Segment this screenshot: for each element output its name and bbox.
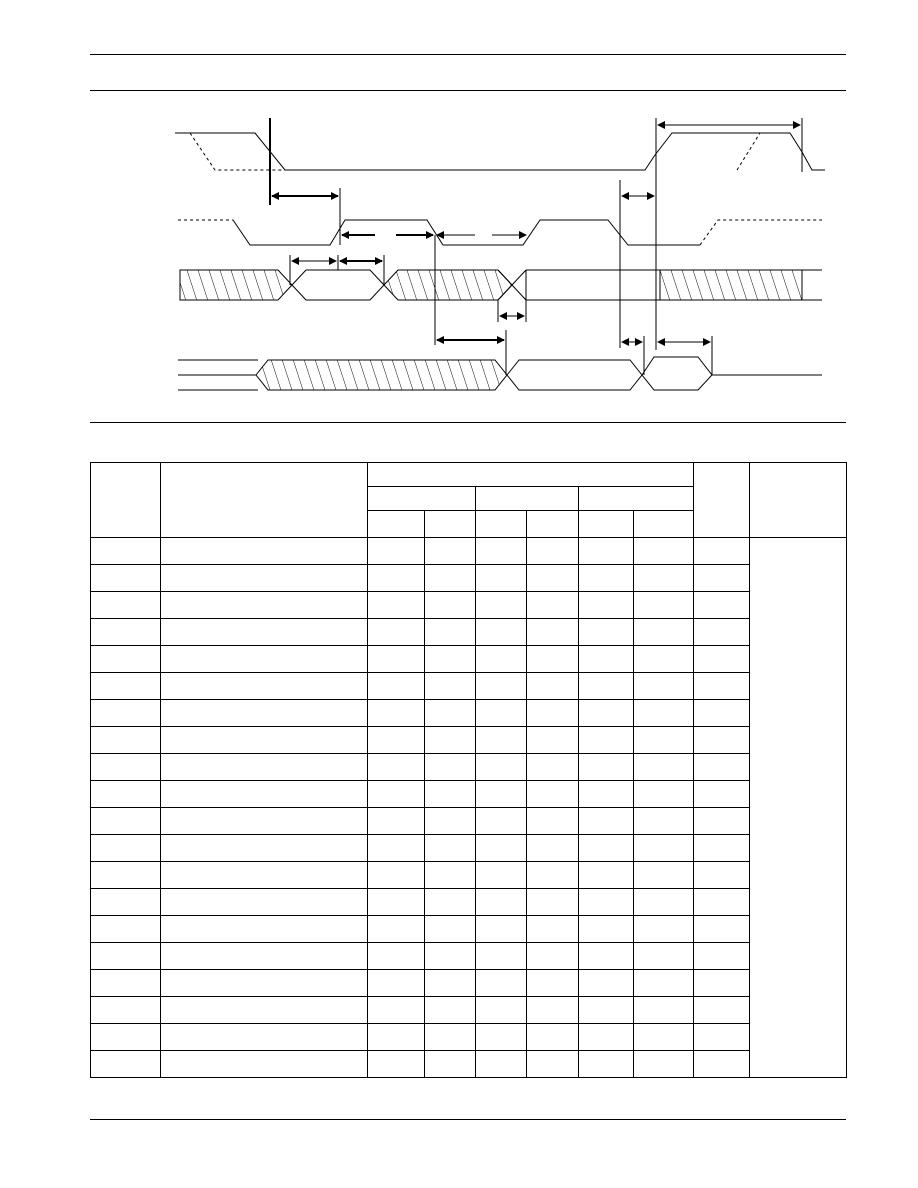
- table-cell: [368, 835, 425, 862]
- table-cell: [527, 943, 579, 970]
- table-cell: [91, 1051, 161, 1078]
- table-cell: [634, 1024, 694, 1051]
- table-cell: [368, 808, 425, 835]
- table-cell: [634, 862, 694, 889]
- table-cell: [368, 1051, 425, 1078]
- table-cell: [91, 916, 161, 943]
- table-cell: [91, 700, 161, 727]
- table-cell: [694, 997, 750, 1024]
- table-cell: [694, 916, 750, 943]
- table-cell: [476, 781, 527, 808]
- header-symbol: [91, 463, 161, 538]
- table-cell: [634, 673, 694, 700]
- footer-rule: [90, 1119, 846, 1120]
- table-cell: [527, 997, 579, 1024]
- table-cell: [579, 862, 634, 889]
- table-cell: [91, 592, 161, 619]
- table-cell: [579, 727, 634, 754]
- table-cell: [476, 754, 527, 781]
- table-cell: [368, 673, 425, 700]
- table-cell: [634, 538, 694, 565]
- table-cell: [425, 700, 476, 727]
- table-cell: [579, 808, 634, 835]
- table-cell: [161, 727, 368, 754]
- table-cell: [425, 1051, 476, 1078]
- table-cell: [694, 592, 750, 619]
- table-cell: [91, 727, 161, 754]
- table-cell: [476, 862, 527, 889]
- table-cell: [91, 1024, 161, 1051]
- table-cell: [527, 646, 579, 673]
- header-parameter: [161, 463, 368, 538]
- table-cell: [425, 916, 476, 943]
- table-cell: [634, 1051, 694, 1078]
- timing-spec-table: [90, 462, 847, 1078]
- table-cell: [579, 1024, 634, 1051]
- table-cell: [91, 835, 161, 862]
- table-cell: [476, 673, 527, 700]
- table-cell: [425, 1024, 476, 1051]
- signal-2-dashed-tail: [700, 220, 822, 245]
- table-cell: [694, 889, 750, 916]
- table-cell: [694, 862, 750, 889]
- table-cell: [579, 592, 634, 619]
- table-cell: [634, 916, 694, 943]
- table-cell: [161, 808, 368, 835]
- table-cell: [476, 619, 527, 646]
- table-cell: [368, 916, 425, 943]
- table-cell: [527, 592, 579, 619]
- table-cell: [527, 916, 579, 943]
- table-row: [91, 1024, 847, 1051]
- table-cell: [368, 592, 425, 619]
- table-cell: [634, 997, 694, 1024]
- table-cell: [161, 754, 368, 781]
- table-cell: [579, 916, 634, 943]
- table-cell: [527, 619, 579, 646]
- table-cell: [634, 835, 694, 862]
- header-min-2: [476, 511, 527, 538]
- table-cell: [579, 700, 634, 727]
- table-cell: [91, 673, 161, 700]
- table-row: [91, 673, 847, 700]
- table-cell: [161, 646, 368, 673]
- table-cell: [579, 889, 634, 916]
- header-max-2: [527, 511, 579, 538]
- table-cell: [527, 1051, 579, 1078]
- table-cell: [476, 835, 527, 862]
- table-cell: [476, 889, 527, 916]
- table-cell: [368, 727, 425, 754]
- table-row: [91, 997, 847, 1024]
- table-cell: [425, 727, 476, 754]
- table-row: [91, 565, 847, 592]
- signal-4-valid-data-2: [642, 357, 712, 390]
- table-cell: [527, 808, 579, 835]
- table-row: [91, 538, 847, 565]
- table-cell: [91, 862, 161, 889]
- table-cell: [694, 673, 750, 700]
- table-cell: [527, 1024, 579, 1051]
- table-cell: [527, 565, 579, 592]
- signal-3-invalid-region-1: [180, 270, 292, 300]
- table-cell: [694, 835, 750, 862]
- table-row: [91, 727, 847, 754]
- table-row: [91, 943, 847, 970]
- table-cell: [476, 943, 527, 970]
- table-cell: [425, 781, 476, 808]
- table-cell: [694, 1051, 750, 1078]
- table-cell: [425, 889, 476, 916]
- table-cell: [694, 538, 750, 565]
- table-cell: [368, 646, 425, 673]
- table-cell: [527, 700, 579, 727]
- table-cell: [425, 754, 476, 781]
- table-cell: [368, 970, 425, 997]
- table-row: [91, 835, 847, 862]
- table-cell: [425, 565, 476, 592]
- table-cell: [476, 1024, 527, 1051]
- table-cell: [527, 754, 579, 781]
- header-notes: [750, 463, 847, 538]
- table-row: [91, 700, 847, 727]
- table-cell: [161, 943, 368, 970]
- table-cell: [91, 646, 161, 673]
- header-subgroup-3: [579, 487, 694, 511]
- table-cell: [694, 1024, 750, 1051]
- table-cell: [368, 619, 425, 646]
- table-cell: [91, 754, 161, 781]
- table-cell: [161, 862, 368, 889]
- table-cell: [579, 997, 634, 1024]
- table-cell: [634, 592, 694, 619]
- table-cell: [694, 808, 750, 835]
- table-cell: [161, 538, 368, 565]
- table-cell: [91, 889, 161, 916]
- notes-cell: [750, 538, 847, 1078]
- table-cell: [161, 916, 368, 943]
- table-cell: [634, 970, 694, 997]
- table-cell: [161, 592, 368, 619]
- signal-4-valid-data-1: [507, 360, 642, 390]
- table-cell: [161, 781, 368, 808]
- table-cell: [476, 646, 527, 673]
- table-cell: [579, 538, 634, 565]
- table-cell: [579, 754, 634, 781]
- table-cell: [368, 781, 425, 808]
- table-cell: [161, 700, 368, 727]
- header-subgroup-2: [476, 487, 579, 511]
- signal-1-delayed-waveform: [190, 133, 642, 170]
- table-cell: [161, 619, 368, 646]
- table-row: [91, 1051, 847, 1078]
- table-cell: [476, 700, 527, 727]
- table-cell: [425, 592, 476, 619]
- table-cell: [579, 835, 634, 862]
- header-max-1: [425, 511, 476, 538]
- table-cell: [527, 538, 579, 565]
- table-cell: [161, 1051, 368, 1078]
- table-cell: [579, 565, 634, 592]
- table-cell: [476, 808, 527, 835]
- table-cell: [425, 619, 476, 646]
- table-row: [91, 970, 847, 997]
- table-cell: [425, 646, 476, 673]
- table-cell: [368, 943, 425, 970]
- table-cell: [91, 565, 161, 592]
- header-min-1: [368, 511, 425, 538]
- table-cell: [91, 997, 161, 1024]
- table-row: [91, 619, 847, 646]
- table-cell: [634, 754, 694, 781]
- table-cell: [368, 1024, 425, 1051]
- table-cell: [425, 835, 476, 862]
- table-cell: [91, 538, 161, 565]
- table-cell: [368, 700, 425, 727]
- table-cell: [527, 970, 579, 997]
- header-min-3: [579, 511, 634, 538]
- header-max-3: [634, 511, 694, 538]
- table-cell: [91, 970, 161, 997]
- table-cell: [161, 565, 368, 592]
- table-cell: [425, 862, 476, 889]
- table-cell: [527, 889, 579, 916]
- table-cell: [634, 889, 694, 916]
- table-cell: [161, 997, 368, 1024]
- table-cell: [476, 1051, 527, 1078]
- table-row: [91, 646, 847, 673]
- table-row: [91, 889, 847, 916]
- table-cell: [368, 997, 425, 1024]
- table-cell: [527, 673, 579, 700]
- table-cell: [694, 781, 750, 808]
- table-cell: [161, 835, 368, 862]
- table-cell: [694, 727, 750, 754]
- table-cell: [694, 565, 750, 592]
- table-row: [91, 862, 847, 889]
- table-row: [91, 592, 847, 619]
- header-units: [694, 463, 750, 538]
- table-cell: [368, 538, 425, 565]
- signal-1-waveform: [175, 133, 825, 170]
- table-cell: [634, 727, 694, 754]
- table-cell: [425, 808, 476, 835]
- table-cell: [425, 997, 476, 1024]
- header-group: [368, 463, 694, 487]
- table-cell: [91, 808, 161, 835]
- table-cell: [634, 943, 694, 970]
- header-subgroup-1: [368, 487, 476, 511]
- table-cell: [527, 862, 579, 889]
- table-cell: [634, 781, 694, 808]
- table-cell: [368, 862, 425, 889]
- table-cell: [425, 970, 476, 997]
- table-cell: [476, 970, 527, 997]
- table-cell: [694, 754, 750, 781]
- signal-2-waveform: [233, 220, 700, 245]
- table-cell: [161, 970, 368, 997]
- table-cell: [694, 646, 750, 673]
- table-cell: [579, 619, 634, 646]
- table-cell: [527, 781, 579, 808]
- table-row: [91, 754, 847, 781]
- table-cell: [161, 673, 368, 700]
- table-cell: [91, 943, 161, 970]
- signal-1-delayed-waveform-right: [737, 133, 790, 170]
- table-cell: [425, 943, 476, 970]
- table-cell: [579, 781, 634, 808]
- table-cell: [579, 646, 634, 673]
- table-cell: [476, 997, 527, 1024]
- table-cell: [579, 970, 634, 997]
- table-row: [91, 916, 847, 943]
- table-cell: [634, 700, 694, 727]
- table-cell: [161, 889, 368, 916]
- table-cell: [368, 565, 425, 592]
- table-cell: [694, 943, 750, 970]
- table-cell: [694, 970, 750, 997]
- table-cell: [527, 727, 579, 754]
- table-cell: [694, 700, 750, 727]
- table-cell: [476, 916, 527, 943]
- signal-3-valid-window-1: [292, 270, 384, 300]
- table-cell: [368, 754, 425, 781]
- table-cell: [368, 889, 425, 916]
- table-cell: [476, 538, 527, 565]
- table-cell: [634, 619, 694, 646]
- table-cell: [527, 835, 579, 862]
- table-cell: [634, 646, 694, 673]
- table-cell: [579, 943, 634, 970]
- diagram-bottom-rule: [90, 422, 846, 423]
- table-cell: [579, 673, 634, 700]
- table-cell: [476, 592, 527, 619]
- table-cell: [579, 1051, 634, 1078]
- table-cell: [634, 565, 694, 592]
- table-cell: [476, 565, 527, 592]
- table-cell: [425, 538, 476, 565]
- signal-4-invalid-region: [256, 360, 507, 390]
- table-cell: [476, 727, 527, 754]
- table-cell: [161, 1024, 368, 1051]
- signal-3-invalid-region-3: [660, 270, 802, 300]
- table-cell: [91, 781, 161, 808]
- table-cell: [634, 808, 694, 835]
- table-cell: [425, 673, 476, 700]
- signal-3-invalid-region-2: [384, 270, 512, 300]
- table-row: [91, 808, 847, 835]
- table-cell: [694, 619, 750, 646]
- table-row: [91, 781, 847, 808]
- table-cell: [91, 619, 161, 646]
